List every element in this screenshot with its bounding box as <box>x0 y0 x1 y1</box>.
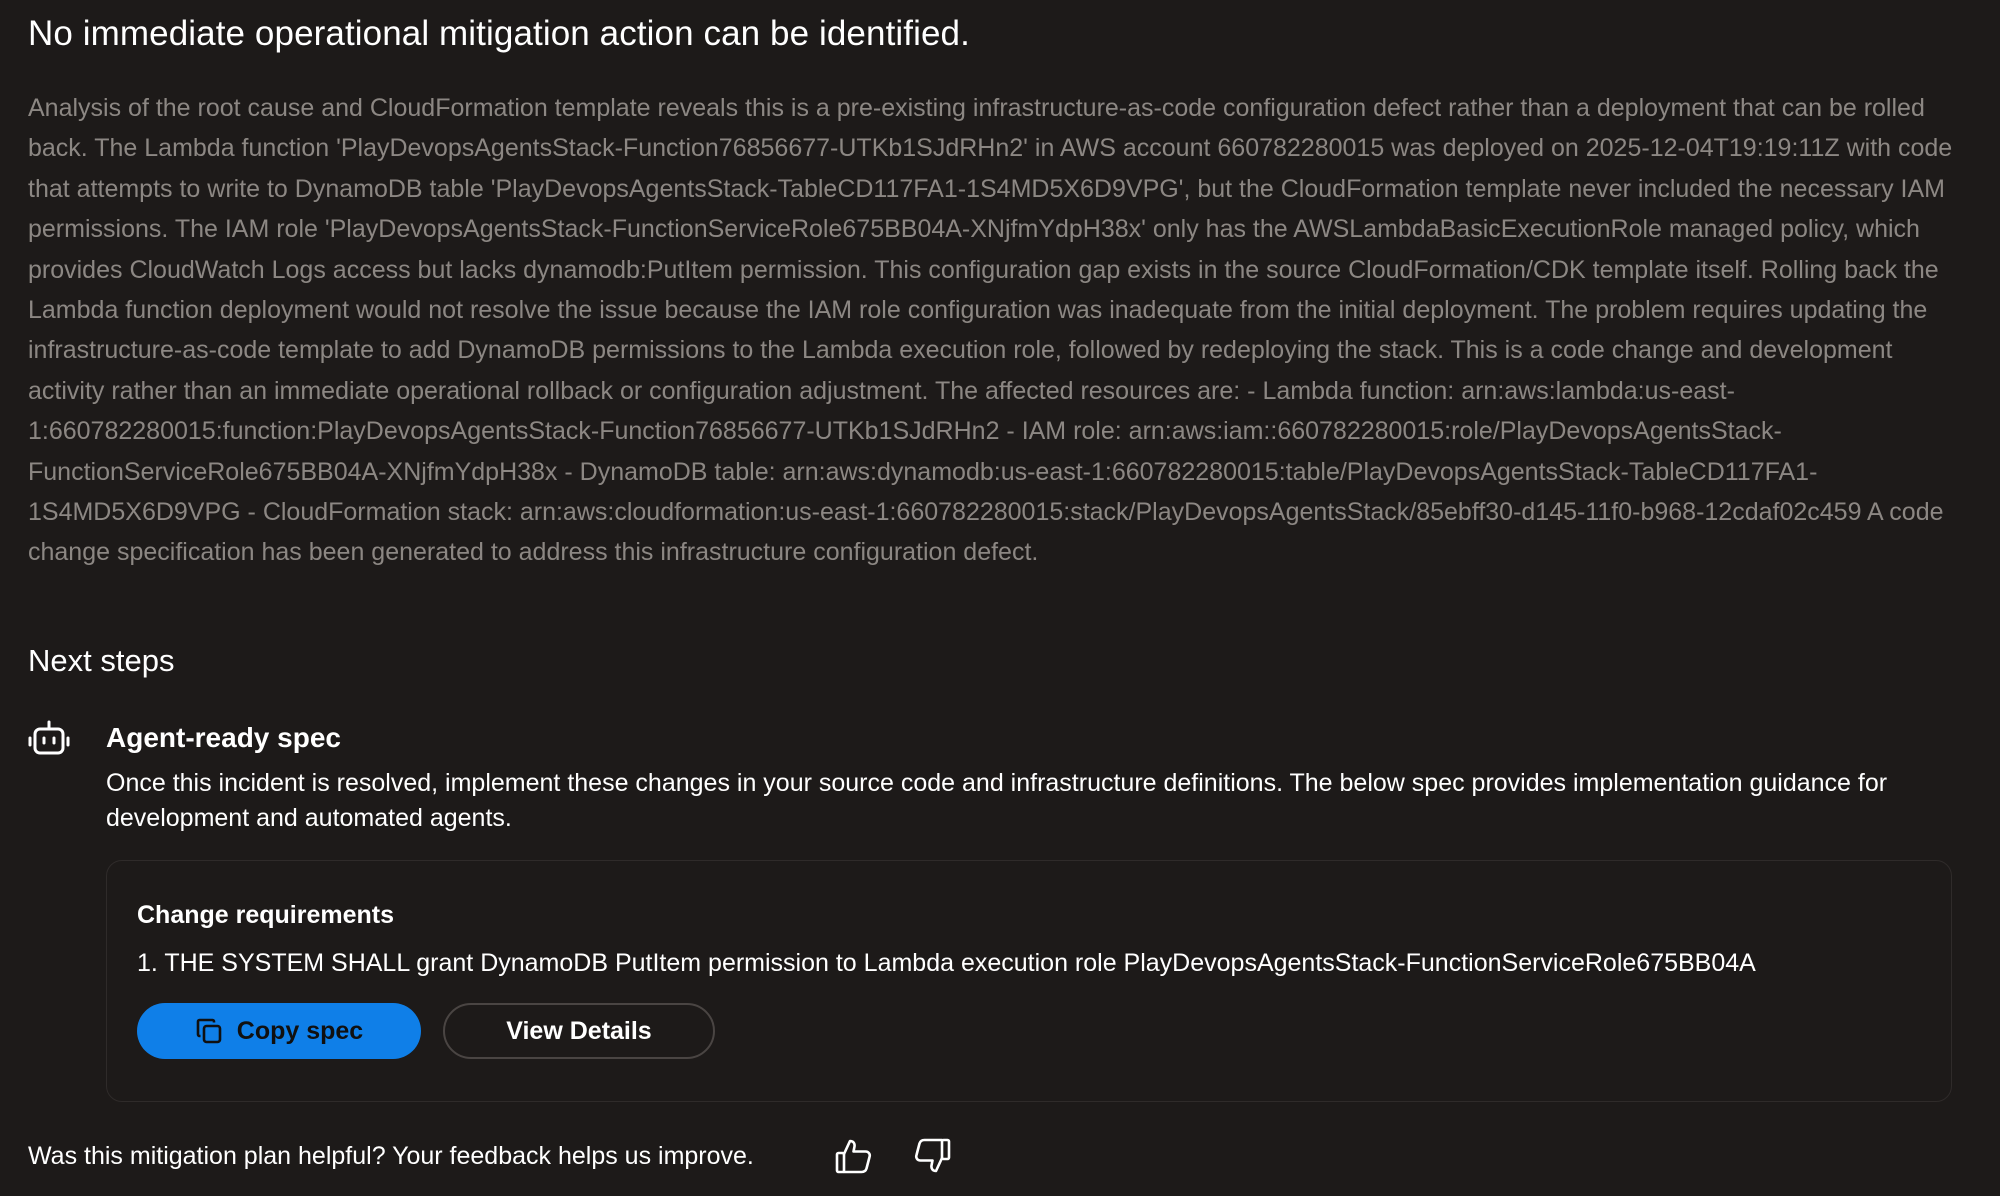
robot-icon <box>28 718 70 760</box>
copy-icon <box>195 1017 223 1045</box>
next-steps-heading: Next steps <box>28 643 175 678</box>
copy-spec-label: Copy spec <box>236 1016 364 1045</box>
spec-card <box>106 860 1952 1102</box>
feedback-prompt: Was this mitigation plan helpful? Your feedback helps us improve. <box>28 1142 754 1170</box>
thumbs-down-icon[interactable] <box>912 1136 952 1176</box>
copy-spec-button[interactable] <box>137 1003 421 1059</box>
mitigation-title: No immediate operational mitigation action can be identified. <box>28 14 970 53</box>
thumbs-up-icon[interactable] <box>834 1136 874 1176</box>
mitigation-analysis: Analysis of the root cause and CloudFormation template reveals this is a pre-existing infrastructure-as-code configuration defect rather than a deployment that can be rolled back. The Lambda function 'PlayDevopsAgentsStack-Function76856677-UTKb1SJdRHn2' in AWS account 660782280015 was deployed on 2025-12-04T19:19:11Z with code that attempts to write to DynamoDB table 'PlayDevopsAgentsStack-TableCD117FA1-1S4MD5X6D9VPG', but the CloudFormation template never included the necessary IAM permissions. The IAM role 'PlayDevopsAgentsStack-FunctionServiceRole675BB04A-XNjfmYdpH38x' only has the AWSLambdaBasicExecutionRole managed policy, which provides CloudWatch Logs access but lacks dynamodb:PutItem permission. This configuration gap exists in the source CloudFormation/CDK template itself. Rolling back the Lambda function deployment would not resolve the issue because the IAM role configuration was inadequate from the initial deployment. The problem requires updating the infrastructure-as-code template to add DynamoDB permissions to the Lambda execution role, followed by redeploying the stack. This is a code change and development activity rather than an immediate operational rollback or configuration adjustment. The affected resources are: - Lambda function: arn:aws:lambda:us-east-1:660782280015:function:PlayDevopsAgentsStack-Function76856677-UTKb1SJdRHn2 - IAM role: arn:aws:iam::660782280015:role/PlayDevopsAgentsStack-FunctionServiceRole675BB04A-XNjfmYdpH38x - DynamoDB table: arn:aws:dynamodb:us-east-1:660782280015:table/PlayDevopsAgentsStack-TableCD117FA1-1S4MD5X6D9VPG - CloudFormation stack: arn:aws:cloudformation:us-east-1:660782280015:stack/PlayDevopsAgentsStack/85ebff30-d145-11f0-b968-12cdaf02c459 A code change specification has been generated to address this infrastructure configuration defect. <box>28 94 1953 567</box>
agent-ready-spec-title: Agent-ready spec <box>106 722 341 753</box>
requirement-item: 1. THE SYSTEM SHALL grant DynamoDB PutItem permission to Lambda execution role PlayDevopsAgentsStack-FunctionServiceRole675BB04A <box>137 949 1756 977</box>
agent-ready-spec-description: Once this incident is resolved, implement these changes in your source code and infrastructure definitions. The below spec provides implementation guidance for development and automated agents. <box>106 769 1888 832</box>
change-requirements-title: Change requirements <box>137 901 395 929</box>
view-details-button[interactable]: View Details <box>443 1003 715 1059</box>
